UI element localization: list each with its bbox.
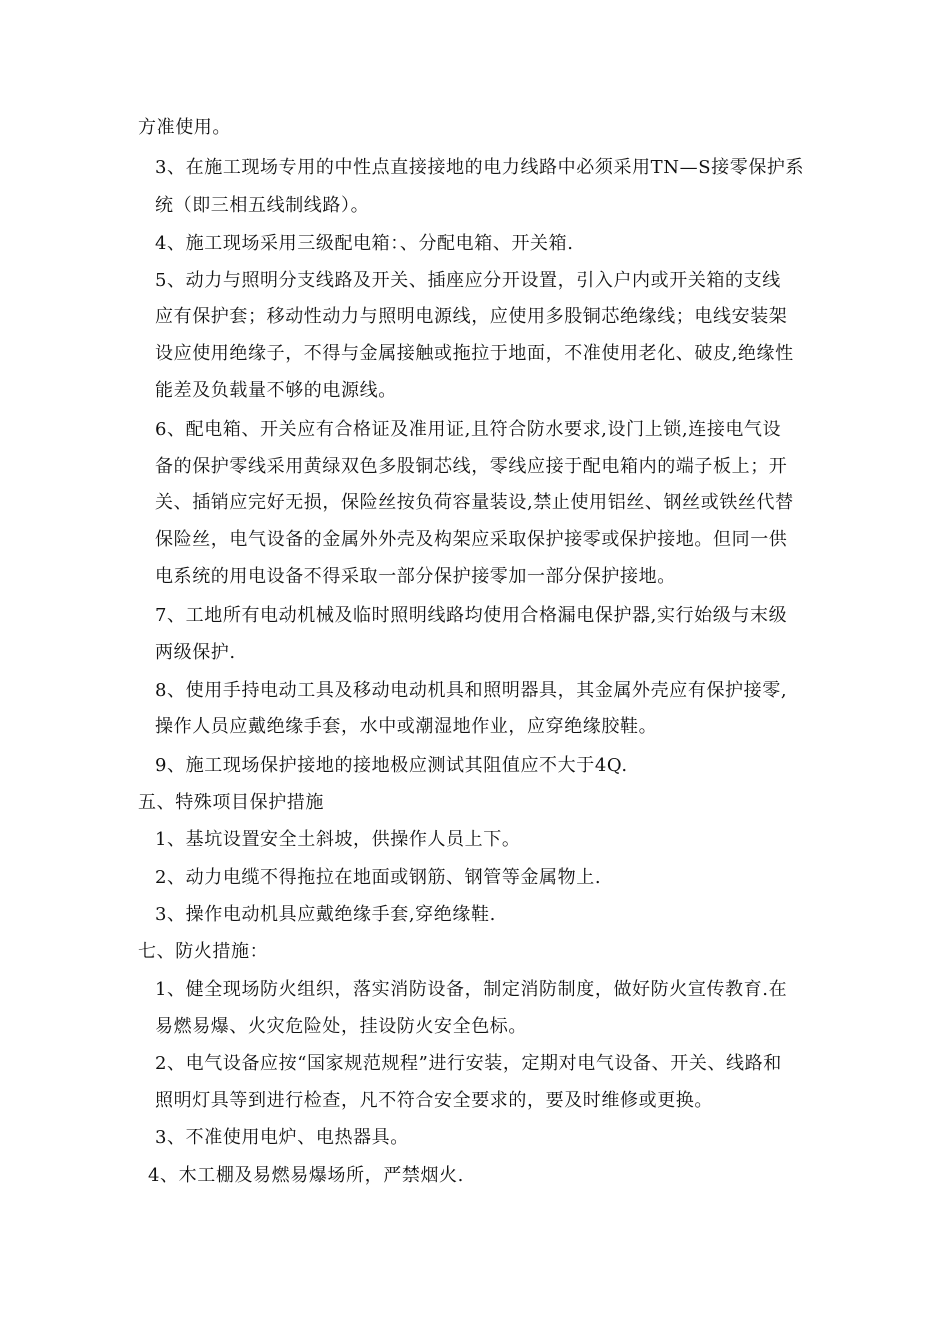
- text-line: 6、配电箱、开关应有合格证及准用证,且符合防水要求,设门上锁,连接电气设: [155, 419, 782, 440]
- text-line: 应有保护套；移动性动力与照明电源线，应使用多股铜芯绝缘线；电线安装架: [155, 306, 788, 327]
- text-line: 1、健全现场防火组织，落实消防设备，制定消防制度，做好防火宣传教育.在: [155, 979, 788, 1000]
- text-line: 操作人员应戴绝缘手套，水中或潮湿地作业，应穿绝缘胶鞋。: [155, 716, 658, 737]
- text-line: 能差及负载量不够的电源线。: [155, 380, 397, 401]
- text-line: 2、电气设备应按“国家规范规程”进行安装，定期对电气设备、开关、线路和: [155, 1053, 782, 1074]
- text-line: 4、木工棚及易燃易爆场所，严禁烟火.: [148, 1165, 464, 1186]
- text-line: 1、基坑设置安全土斜坡，供操作人员上下。: [155, 829, 521, 850]
- text-line: 两级保护.: [155, 642, 236, 663]
- text-line: 易燃易爆、火灾危险处，挂设防火安全色标。: [155, 1016, 527, 1037]
- text-line: 7、工地所有电动机械及临时照明线路均使用合格漏电保护器,实行始级与末级: [155, 605, 788, 626]
- text-line: 统（即三相五线制线路）。: [155, 195, 370, 216]
- text-line: 5、动力与照明分支线路及开关、插座应分开设置，引入户内或开关箱的支线: [155, 270, 781, 291]
- text-line: 设应使用绝缘子，不得与金属接触或拖拉于地面，不准使用老化、破皮,绝缘性: [155, 343, 794, 364]
- section-heading: 七、防火措施：: [138, 941, 269, 962]
- text-line: 2、动力电缆不得拖拉在地面或钢筋、钢管等金属物上.: [155, 867, 602, 888]
- text-line: 关、插销应完好无损，保险丝按负荷容量装设,禁止使用铝丝、钢丝或铁丝代替: [155, 492, 794, 513]
- text-line: 方准使用。: [138, 117, 231, 138]
- text-line: 9、施工现场保护接地的接地极应测试其阻值应不大于4Q.: [155, 755, 628, 776]
- text-line: 电系统的用电设备不得采取一部分保护接零加一部分保护接地。: [155, 566, 676, 587]
- text-line: 3、操作电动机具应戴绝缘手套,穿绝缘鞋.: [155, 904, 496, 925]
- text-line: 3、在施工现场专用的中性点直接接地的电力线路中必须采用TN—S接零保护系: [155, 157, 805, 178]
- section-heading: 五、特殊项目保护措施: [138, 792, 324, 813]
- text-line: 4、施工现场采用三级配电箱：、分配电箱、开关箱.: [155, 233, 574, 254]
- text-line: 保险丝，电气设备的金属外外壳及构架应采取保护接零或保护接地。但同一供: [155, 529, 788, 550]
- text-line: 照明灯具等到进行检查，凡不符合安全要求的，要及时维修或更换。: [155, 1090, 713, 1111]
- text-line: 8、使用手持电动工具及移动电动机具和照明器具，其金属外壳应有保护接零,: [155, 680, 788, 701]
- text-line: 备的保护零线采用黄绿双色多股铜芯线，零线应接于配电箱内的端子板上；开: [155, 456, 788, 477]
- text-line: 3、不准使用电炉、电热器具。: [155, 1127, 409, 1148]
